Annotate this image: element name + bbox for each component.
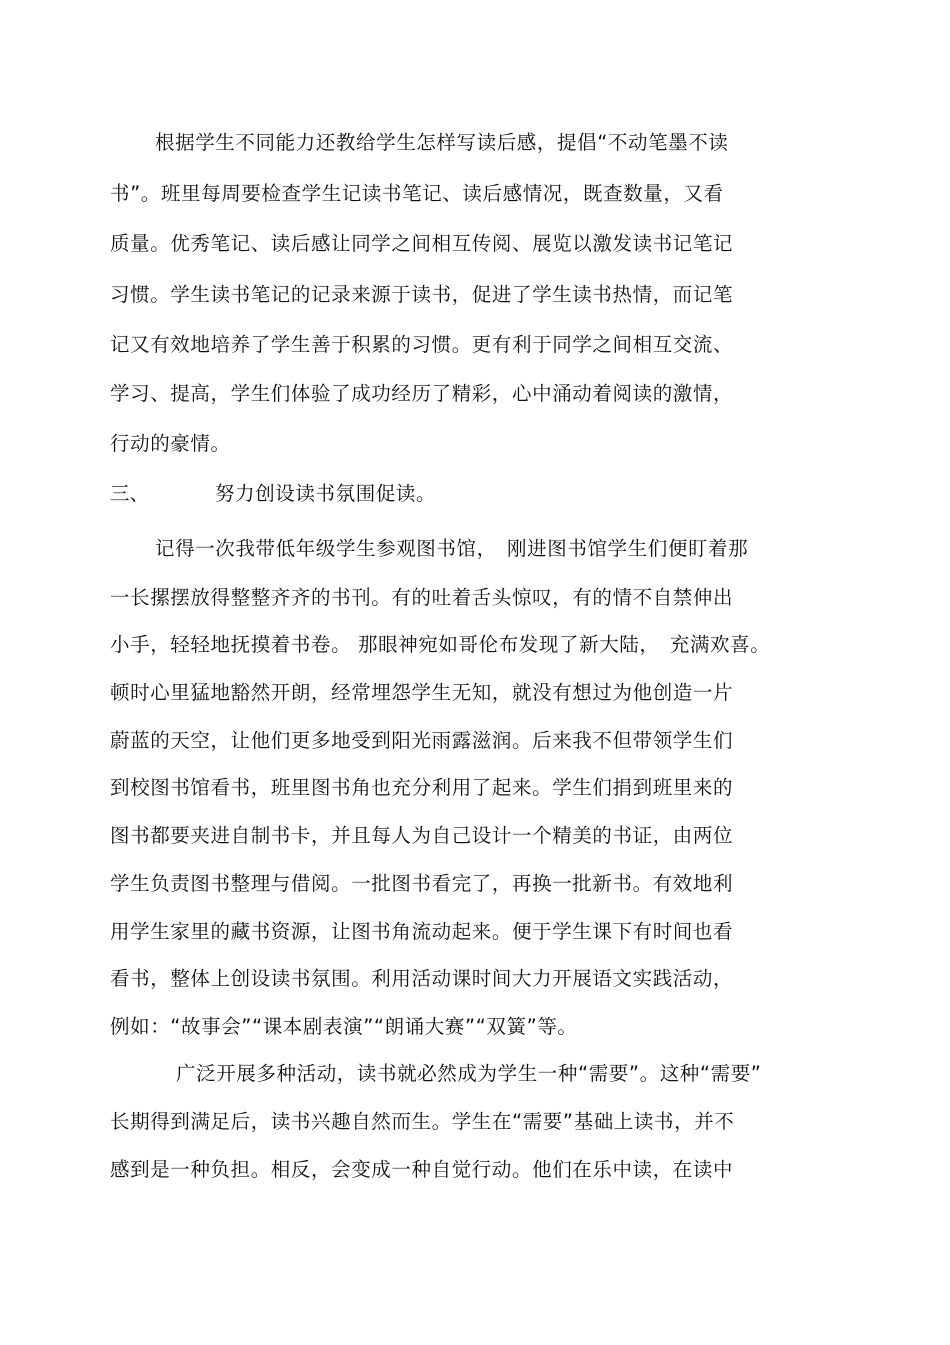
paragraph-2-line-10: 看书，整体上创设读书氛围。利用活动课时间大力开展语文实践活动， bbox=[110, 967, 734, 990]
paragraph-1-line-7: 行动的豪情。 bbox=[110, 432, 231, 455]
paragraph-2-line-3: 小手，轻轻地抚摸着书卷。 那眼神宛如哥伦布发现了新大陆， 充满欢喜。 bbox=[110, 633, 771, 656]
paragraph-3-line-2: 长期得到满足后，读书兴趣自然而生。学生在“需要”基础上读书，并不 bbox=[110, 1110, 735, 1133]
paragraph-2-line-8: 学生负责图书整理与借阅。一批图书看完了，再换一批新书。有效地利 bbox=[110, 872, 734, 895]
paragraph-2-line-4: 顿时心里猛地豁然开朗，经常埋怨学生无知，就没有想过为他创造一片 bbox=[110, 681, 734, 704]
paragraph-3-line-1: 广泛开展多种活动，读书就必然成为学生一种“需要”。这种“需要” bbox=[176, 1062, 762, 1085]
paragraph-1-line-1: 根据学生不同能力还教给学生怎样写读后感，提倡“不动笔墨不读 bbox=[155, 131, 729, 154]
paragraph-2-line-6: 到校图书馆看书，班里图书角也充分利用了起来。学生们捐到班里来的 bbox=[110, 776, 734, 799]
section-title: 努力创设读书氛围促读。 bbox=[215, 482, 437, 505]
paragraph-3-line-3: 感到是一种负担。相反，会变成一种自觉行动。他们在乐中读，在读中 bbox=[110, 1158, 734, 1181]
paragraph-2-line-5: 蔚蓝的天空，让他们更多地受到阳光雨露滋润。后来我不但带领学生们 bbox=[110, 729, 734, 752]
paragraph-1-line-6: 学习、提高，学生们体验了成功经历了精彩，心中涌动着阅读的激情， bbox=[110, 382, 734, 405]
paragraph-2-line-2: 一长摞摆放得整整齐齐的书刊。有的吐着舌头惊叹，有的情不自禁伸出 bbox=[110, 586, 734, 609]
paragraph-2-line-1: 记得一次我带低年级学生参观图书馆， 刚进图书馆学生们便盯着那 bbox=[155, 537, 749, 560]
paragraph-1-line-2: 书”。班里每周要检查学生记读书笔记、读后感情况，既查数量，又看 bbox=[110, 182, 724, 205]
paragraph-1-line-5: 记又有效地培养了学生善于积累的习惯。更有利于同学之间相互交流、 bbox=[110, 333, 734, 356]
paragraph-2-line-11: 例如：“故事会”“课本剧表演”“朗诵大赛”“双簧”等。 bbox=[110, 1015, 578, 1038]
paragraph-2-line-7: 图书都要夹进自制书卡，并且每人为自己设计一个精美的书证，由两位 bbox=[110, 824, 734, 847]
paragraph-1-line-4: 习惯。学生读书笔记的记录来源于读书，促进了学生读书热情，而记笔 bbox=[110, 283, 734, 306]
paragraph-2-line-9: 用学生家里的藏书资源，让图书角流动起来。便于学生课下有时间也看 bbox=[110, 920, 734, 943]
section-number: 三、 bbox=[110, 482, 150, 505]
paragraph-1-line-3: 质量。优秀笔记、读后感让同学之间相互传阅、展览以激发读书记笔记 bbox=[110, 232, 734, 255]
